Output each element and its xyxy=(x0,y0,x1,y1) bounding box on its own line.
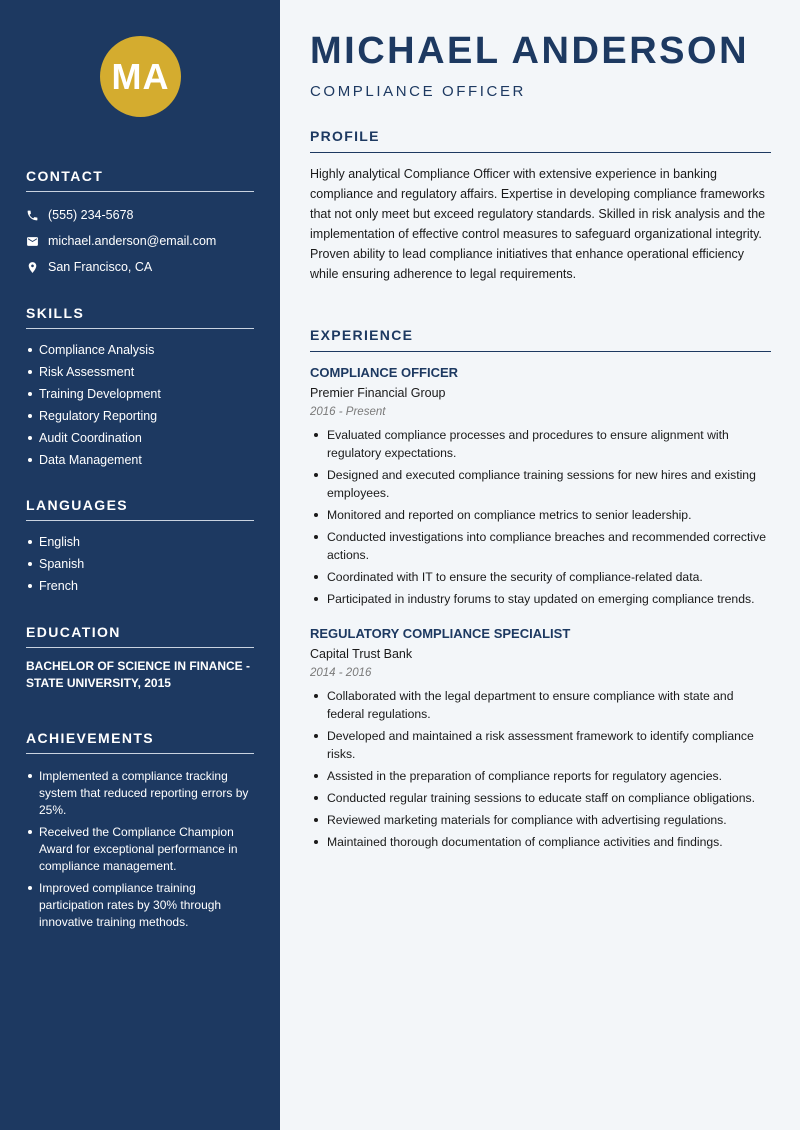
languages-section xyxy=(26,497,254,597)
languages-heading: LANGUAGES xyxy=(26,497,254,521)
profile-section xyxy=(310,128,771,284)
education-degree: BACHELOR OF SCIENCE IN FINANCE - STATE UNIVERSITY, 2015 xyxy=(26,659,251,690)
skills-section xyxy=(26,305,254,471)
skill-item: Risk Assessment xyxy=(26,361,254,383)
job-bullet: Assisted in the preparation of compliance reports for regulatory agencies. xyxy=(310,767,771,785)
job-bullet: Evaluated compliance processes and procedures to ensure alignment with regulatory expectations. xyxy=(310,426,771,462)
language-item: English xyxy=(26,531,254,553)
skill-item: Regulatory Reporting xyxy=(26,405,254,427)
avatar: MA xyxy=(100,36,181,117)
job-company: Premier Financial Group xyxy=(310,386,446,400)
phone-text: (555) 234-5678 xyxy=(48,208,134,222)
job-bullet: Coordinated with IT to ensure the security of compliance-related data. xyxy=(310,568,771,586)
experience-section xyxy=(310,327,771,855)
education-heading: EDUCATION xyxy=(26,624,254,648)
profile-heading: PROFILE xyxy=(310,128,771,153)
job-company: Capital Trust Bank xyxy=(310,647,413,661)
location-text: San Francisco, CA xyxy=(48,260,153,274)
job-bullet: Designed and executed compliance training sessions for new hires and existing employees. xyxy=(310,466,771,502)
job-bullet: Conducted regular training sessions to educate staff on compliance obligations. xyxy=(310,789,771,807)
contact-section xyxy=(26,168,254,280)
education-section xyxy=(26,624,254,692)
achievements-section xyxy=(26,730,254,936)
job-entry xyxy=(310,626,771,851)
location-icon xyxy=(26,261,39,274)
achievement-item: Received the Compliance Champion Award for exceptional performance in compliance management. xyxy=(26,824,254,875)
language-item: French xyxy=(26,575,254,597)
contact-heading: CONTACT xyxy=(26,168,254,192)
job-bullet: Reviewed marketing materials for compliance with advertising regulations. xyxy=(310,811,771,829)
job-bullet: Developed and maintained a risk assessment framework to identify compliance risks. xyxy=(310,727,771,763)
experience-heading: EXPERIENCE xyxy=(310,327,771,352)
skill-item: Compliance Analysis xyxy=(26,339,254,361)
job-bullet: Monitored and reported on compliance metrics to senior leadership. xyxy=(310,506,771,524)
language-item: Spanish xyxy=(26,553,254,575)
job-bullet: Participated in industry forums to stay updated on emerging compliance trends. xyxy=(310,590,771,608)
job-title: REGULATORY COMPLIANCE SPECIALIST xyxy=(310,626,571,641)
phone-icon xyxy=(26,209,39,222)
candidate-title: COMPLIANCE OFFICER xyxy=(310,83,526,100)
achievements-heading: ACHIEVEMENTS xyxy=(26,730,254,754)
job-entry xyxy=(310,365,771,608)
email-text: michael.anderson@email.com xyxy=(48,234,217,248)
contact-phone xyxy=(26,202,254,228)
job-bullet: Maintained thorough documentation of compliance activities and findings. xyxy=(310,833,771,851)
skill-item: Training Development xyxy=(26,383,254,405)
contact-location xyxy=(26,254,254,280)
job-title: COMPLIANCE OFFICER xyxy=(310,365,459,380)
job-bullet: Conducted investigations into compliance breaches and recommended corrective actions. xyxy=(310,528,771,564)
achievement-item: Improved compliance training participation rates by 30% through innovative training methods. xyxy=(26,880,254,931)
job-dates: 2014 - 2016 xyxy=(310,667,372,679)
job-bullet: Collaborated with the legal department to ensure compliance with state and federal regulations. xyxy=(310,687,771,723)
skill-item: Audit Coordination xyxy=(26,427,254,449)
achievement-item: Implemented a compliance tracking system that reduced reporting errors by 25%. xyxy=(26,768,254,819)
skill-item: Data Management xyxy=(26,449,254,471)
contact-email xyxy=(26,228,254,254)
candidate-name: MICHAEL ANDERSON xyxy=(310,30,750,72)
job-dates: 2016 - Present xyxy=(310,406,386,418)
profile-text: Highly analytical Compliance Officer with extensive experience in banking compliance and regulatory affairs. Expertise in developing compliance frameworks that not only meet but exceed regulatory standards. Skilled in risk analysis and the implementation of effective control measures to safeguard organizational integrity. Proven ability to lead compliance initiatives that enhance operational efficiency while ensuring adherence to legal requirements. xyxy=(310,167,766,281)
skills-heading: SKILLS xyxy=(26,305,254,329)
sidebar xyxy=(0,0,280,1130)
email-icon xyxy=(26,235,39,248)
